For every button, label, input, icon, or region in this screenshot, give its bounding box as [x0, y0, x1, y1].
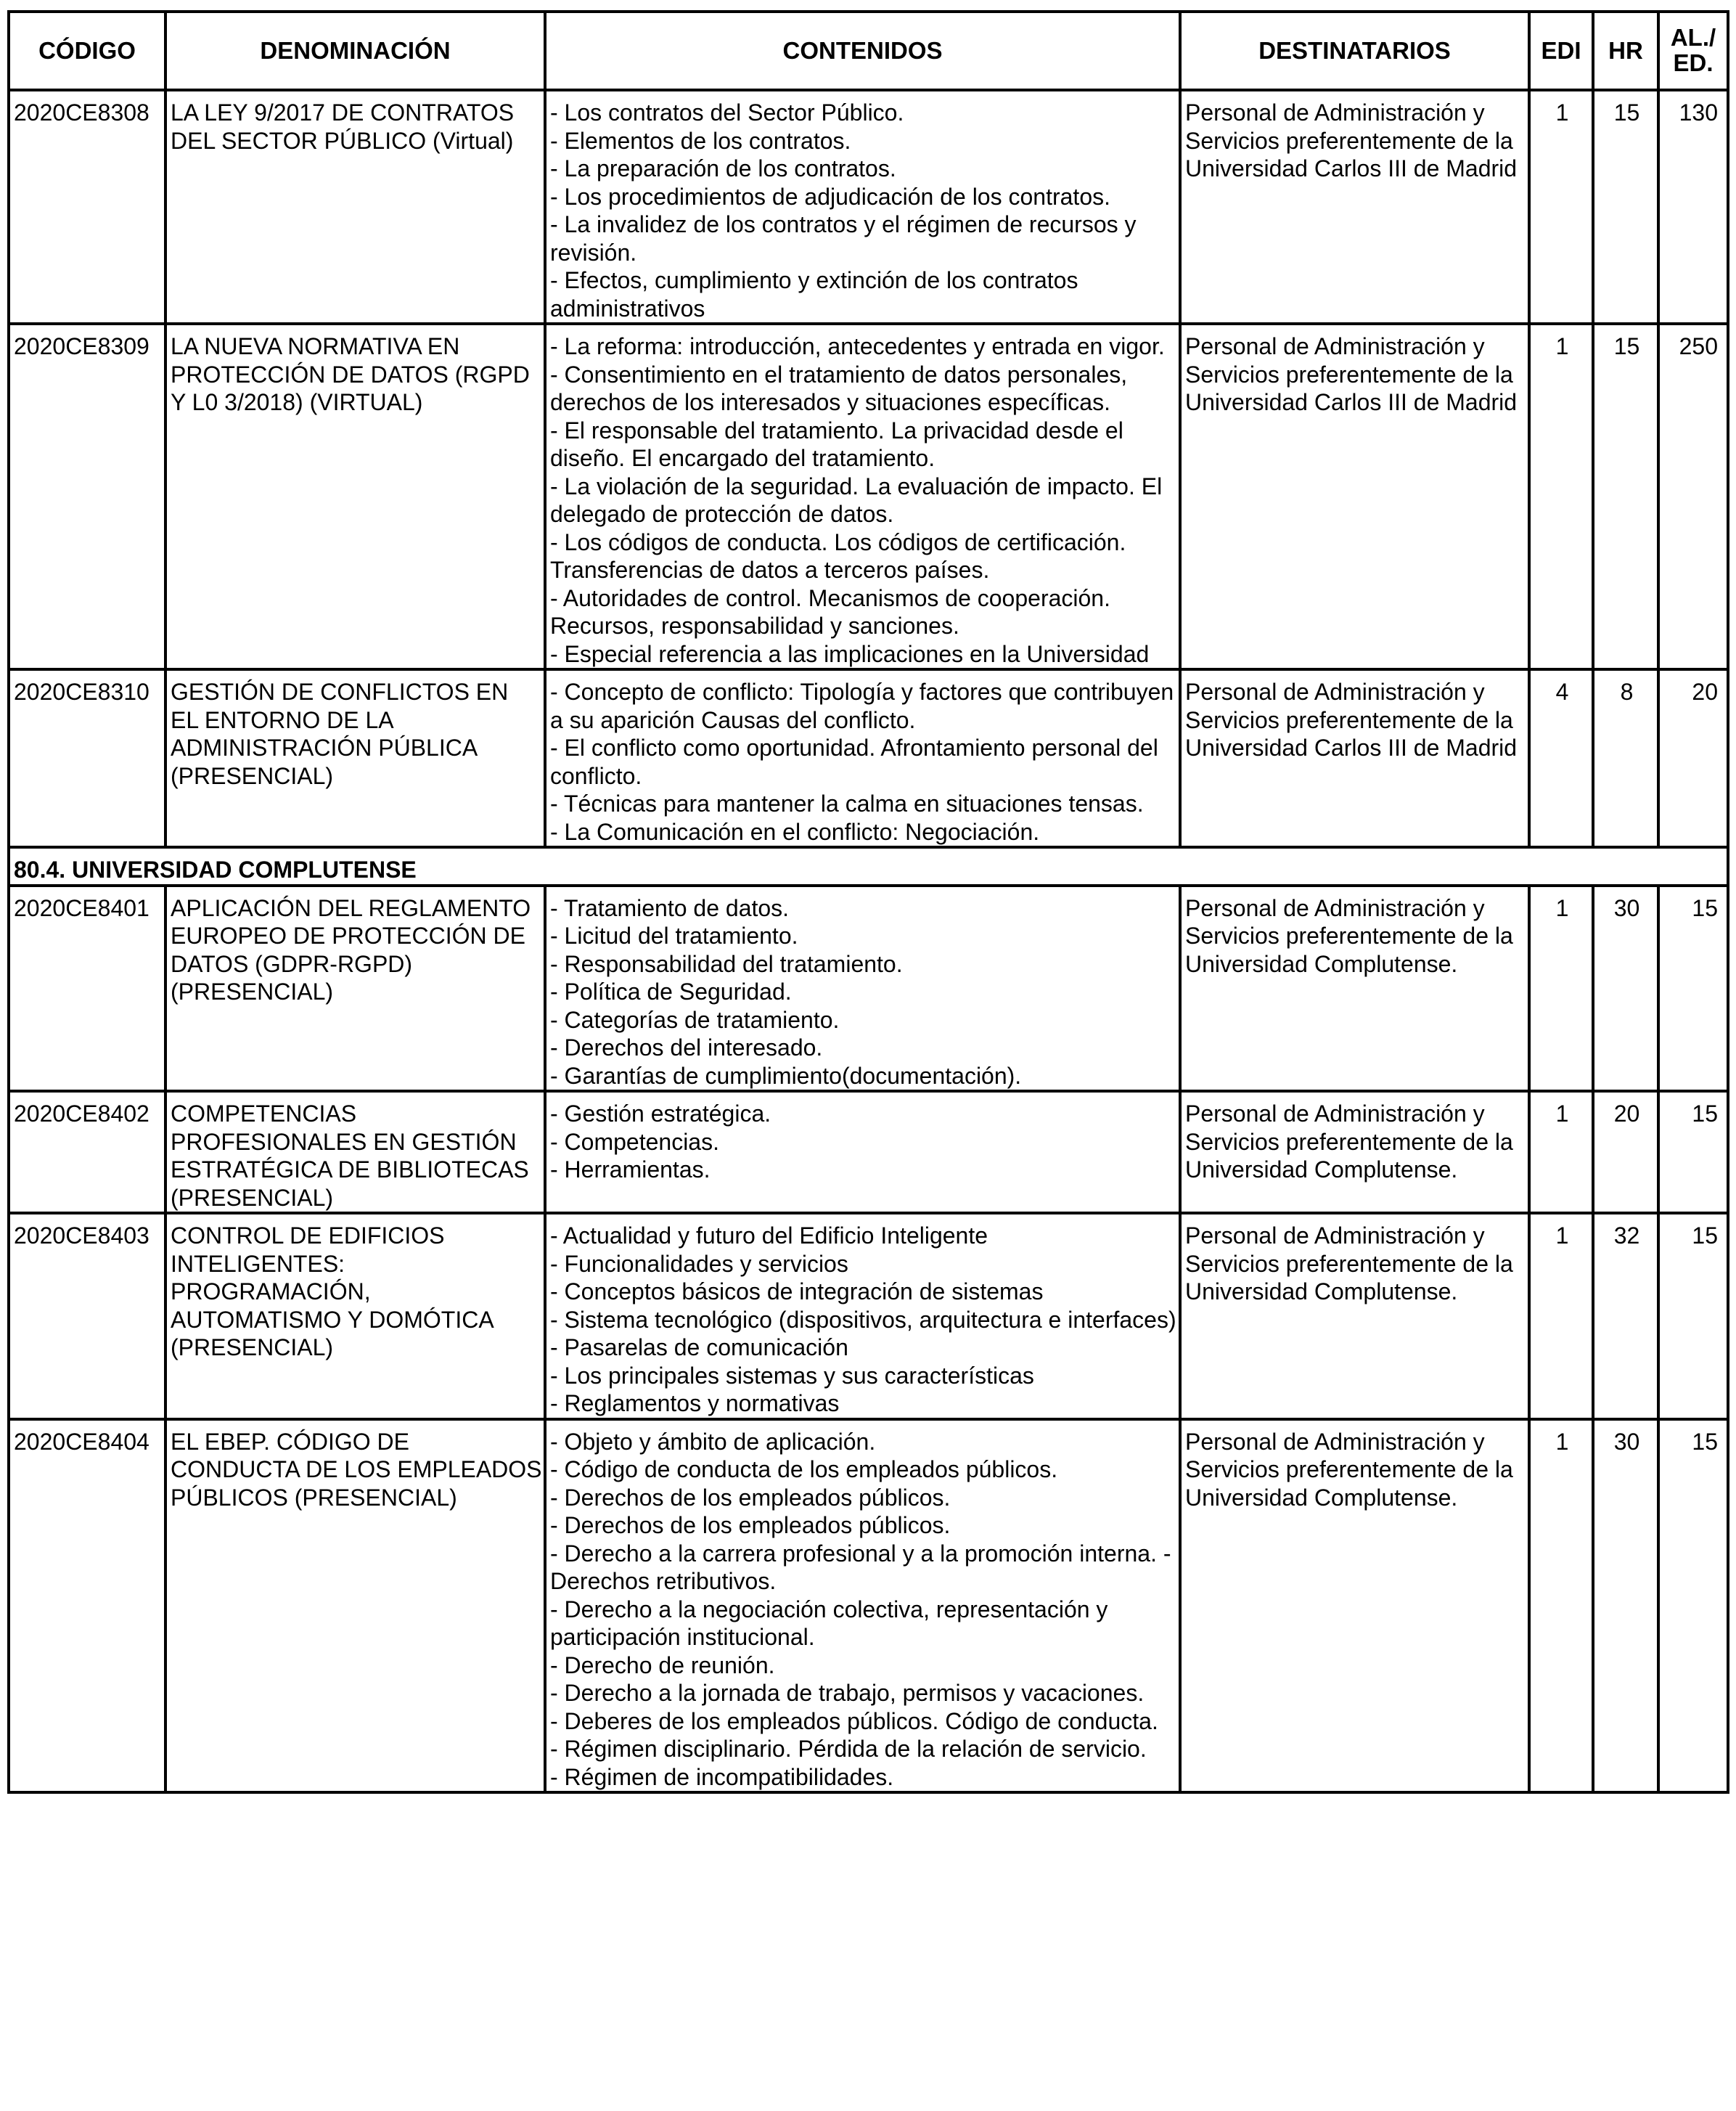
content-line: - Actualidad y futuro del Edificio Inteligente [550, 1222, 988, 1249]
content-line: - Derechos de los empleados públicos. [550, 1512, 951, 1538]
content-line: - Gestión estratégica. [550, 1101, 771, 1127]
cell-hr: 30 [1593, 886, 1658, 1092]
cell-edi: 1 [1529, 324, 1593, 669]
cell-denominacion: APLICACIÓN DEL REGLAMENTO EUROPEO DE PROTECCIÓN DE DATOS (GDPR-RGPD) (PRESENCIAL) [165, 886, 545, 1092]
content-line: - Reglamentos y normativas [550, 1390, 840, 1416]
cell-contenidos [545, 1091, 1180, 1213]
cell-destinatarios: Personal de Administración y Servicios preferentemente de la Universidad Complutense. [1180, 1213, 1529, 1419]
content-line: - Garantías de cumplimiento(documentación). [550, 1062, 1022, 1089]
table-body [9, 90, 1728, 1792]
cell-destinatarios: Personal de Administración y Servicios preferentemente de la Universidad Carlos III de Madrid [1180, 669, 1529, 847]
table-row [9, 886, 1728, 1092]
cell-codigo: 2020CE8309 [9, 324, 165, 669]
content-line: - Efectos, cumplimiento y extinción de los contratos administrativos [550, 267, 1078, 322]
cell-contenidos [545, 1213, 1180, 1419]
content-line: - Régimen de incompatibilidades. [550, 1763, 894, 1790]
content-line: - La Comunicación en el conflicto: Negociación. [550, 818, 1040, 845]
section-row [9, 847, 1728, 886]
header-denominacion: DENOMINACIÓN [165, 12, 545, 90]
content-line: - La preparación de los contratos. [550, 155, 896, 181]
content-line: - Funcionalidades y servicios [550, 1250, 848, 1277]
content-line: - Herramientas. [550, 1156, 711, 1183]
cell-destinatarios: Personal de Administración y Servicios preferentemente de la Universidad Carlos III de Madrid [1180, 90, 1529, 324]
content-line: - Sistema tecnológico (dispositivos, arquitectura e interfaces) [550, 1306, 1176, 1333]
table-row [9, 1419, 1728, 1793]
cell-edi: 1 [1529, 90, 1593, 324]
content-line: - Responsabilidad del tratamiento. [550, 950, 903, 977]
content-line: - Técnicas para mantener la calma en situaciones tensas. [550, 791, 1144, 817]
table-row [9, 1213, 1728, 1419]
content-line: - Especial referencia a las implicaciones en la Universidad [550, 640, 1150, 667]
content-line: - Los procedimientos de adjudicación de los contratos. [550, 183, 1110, 210]
cell-edi: 1 [1529, 1419, 1593, 1793]
cell-al-ed: 15 [1658, 1213, 1728, 1419]
cell-al-ed: 130 [1658, 90, 1728, 324]
content-line: - Derecho a la jornada de trabajo, permisos y vacaciones. [550, 1680, 1145, 1706]
section-heading: 80.4. UNIVERSIDAD COMPLUTENSE [9, 847, 1728, 886]
content-line: - Deberes de los empleados públicos. Código de conducta. [550, 1707, 1158, 1734]
cell-hr: 15 [1593, 324, 1658, 669]
cell-hr: 32 [1593, 1213, 1658, 1419]
cell-hr: 20 [1593, 1091, 1658, 1213]
cell-edi: 1 [1529, 886, 1593, 1092]
cell-hr: 30 [1593, 1419, 1658, 1793]
content-line: - Política de Seguridad. [550, 979, 792, 1005]
header-destinatarios: DESTINATARIOS [1180, 12, 1529, 90]
cell-destinatarios: Personal de Administración y Servicios preferentemente de la Universidad Complutense. [1180, 1091, 1529, 1213]
content-line: - Categorías de tratamiento. [550, 1006, 840, 1033]
cell-hr: 15 [1593, 90, 1658, 324]
header-hr: HR [1593, 12, 1658, 90]
content-line: - Derechos del interesado. [550, 1034, 823, 1061]
cell-codigo: 2020CE8401 [9, 886, 165, 1092]
cell-edi: 1 [1529, 1091, 1593, 1213]
cell-denominacion: GESTIÓN DE CONFLICTOS EN EL ENTORNO DE LA ADMINISTRACIÓN PÚBLICA (PRESENCIAL) [165, 669, 545, 847]
cell-denominacion: CONTROL DE EDIFICIOS INTELIGENTES: PROGRAMACIÓN, AUTOMATISMO Y DOMÓTICA (PRESENCIAL) [165, 1213, 545, 1419]
content-line: - Tratamiento de datos. [550, 894, 790, 921]
cell-al-ed: 250 [1658, 324, 1728, 669]
cell-destinatarios: Personal de Administración y Servicios preferentemente de la Universidad Complutense. [1180, 886, 1529, 1092]
header-row [9, 12, 1728, 90]
cell-codigo: 2020CE8404 [9, 1419, 165, 1793]
cell-edi: 1 [1529, 1213, 1593, 1419]
content-line: - Derechos de los empleados públicos. [550, 1484, 951, 1511]
header-contenidos: CONTENIDOS [545, 12, 1180, 90]
content-line: - Autoridades de control. Mecanismos de cooperación. Recursos, responsabilidad y sanciones. [550, 584, 1110, 639]
cell-denominacion: LA NUEVA NORMATIVA EN PROTECCIÓN DE DATOS (RGPD Y L0 3/2018) (VIRTUAL) [165, 324, 545, 669]
cell-codigo: 2020CE8402 [9, 1091, 165, 1213]
cell-codigo: 2020CE8308 [9, 90, 165, 324]
table-row [9, 90, 1728, 324]
cell-hr: 8 [1593, 669, 1658, 847]
content-line: - Los contratos del Sector Público. [550, 99, 904, 126]
content-line: - La reforma: introducción, antecedentes y entrada en vigor. [550, 333, 1165, 359]
content-line: - Los principales sistemas y sus características [550, 1362, 1034, 1389]
content-line: - Elementos de los contratos. [550, 127, 851, 154]
content-line: - Derecho de reunión. [550, 1651, 775, 1678]
courses-table [7, 10, 1729, 1794]
content-line: - El conflicto como oportunidad. Afrontamiento personal del conflicto. [550, 735, 1158, 789]
cell-contenidos [545, 90, 1180, 324]
table-row [9, 1091, 1728, 1213]
cell-edi: 4 [1529, 669, 1593, 847]
cell-denominacion: COMPETENCIAS PROFESIONALES EN GESTIÓN ESTRATÉGICA DE BIBLIOTECAS (PRESENCIAL) [165, 1091, 545, 1213]
cell-al-ed: 15 [1658, 886, 1728, 1092]
cell-contenidos [545, 324, 1180, 669]
content-line: - Concepto de conflicto: Tipología y factores que contribuyen a su aparición Causas del conflicto. [550, 679, 1174, 733]
content-line: - Derecho a la negociación colectiva, representación y participación institucional. [550, 1596, 1108, 1650]
content-line: - Pasarelas de comunicación [550, 1334, 848, 1360]
cell-codigo: 2020CE8310 [9, 669, 165, 847]
content-line: - El responsable del tratamiento. La privacidad desde el diseño. El encargado del tratamiento. [550, 417, 1123, 471]
cell-contenidos [545, 1419, 1180, 1793]
content-line: - Régimen disciplinario. Pérdida de la relación de servicio. [550, 1736, 1147, 1762]
content-line: - Licitud del tratamiento. [550, 923, 798, 949]
cell-al-ed: 20 [1658, 669, 1728, 847]
cell-denominacion: LA LEY 9/2017 DE CONTRATOS DEL SECTOR PÚBLICO (Virtual) [165, 90, 545, 324]
table-row [9, 324, 1728, 669]
table-header [9, 12, 1728, 90]
content-line: - Competencias. [550, 1128, 719, 1155]
cell-denominacion: EL EBEP. CÓDIGO DE CONDUCTA DE LOS EMPLEADOS PÚBLICOS (PRESENCIAL) [165, 1419, 545, 1793]
header-al-ed: AL./ ED. [1658, 12, 1728, 90]
cell-destinatarios: Personal de Administración y Servicios preferentemente de la Universidad Carlos III de Madrid [1180, 324, 1529, 669]
content-line: - Derecho a la carrera profesional y a la promoción interna. - Derechos retributivos. [550, 1540, 1171, 1594]
content-line: - Los códigos de conducta. Los códigos de certificación. Transferencias de datos a terceros países. [550, 528, 1126, 583]
cell-destinatarios: Personal de Administración y Servicios preferentemente de la Universidad Complutense. [1180, 1419, 1529, 1793]
content-line: - Consentimiento en el tratamiento de datos personales, derechos de los interesados y situaciones específicas. [550, 361, 1128, 415]
cell-codigo: 2020CE8403 [9, 1213, 165, 1419]
cell-contenidos [545, 886, 1180, 1092]
content-line: - Código de conducta de los empleados públicos. [550, 1456, 1058, 1482]
content-line: - Objeto y ámbito de aplicación. [550, 1428, 876, 1455]
header-codigo: CÓDIGO [9, 12, 165, 90]
table-row [9, 669, 1728, 847]
content-line: - La invalidez de los contratos y el régimen de recursos y revisión. [550, 211, 1137, 266]
header-edi: EDI [1529, 12, 1593, 90]
content-line: - Conceptos básicos de integración de sistemas [550, 1278, 1044, 1304]
cell-contenidos [545, 669, 1180, 847]
cell-al-ed: 15 [1658, 1419, 1728, 1793]
content-line: - La violación de la seguridad. La evaluación de impacto. El delegado de protección de datos. [550, 473, 1163, 527]
cell-al-ed: 15 [1658, 1091, 1728, 1213]
document-page [7, 10, 1727, 1794]
